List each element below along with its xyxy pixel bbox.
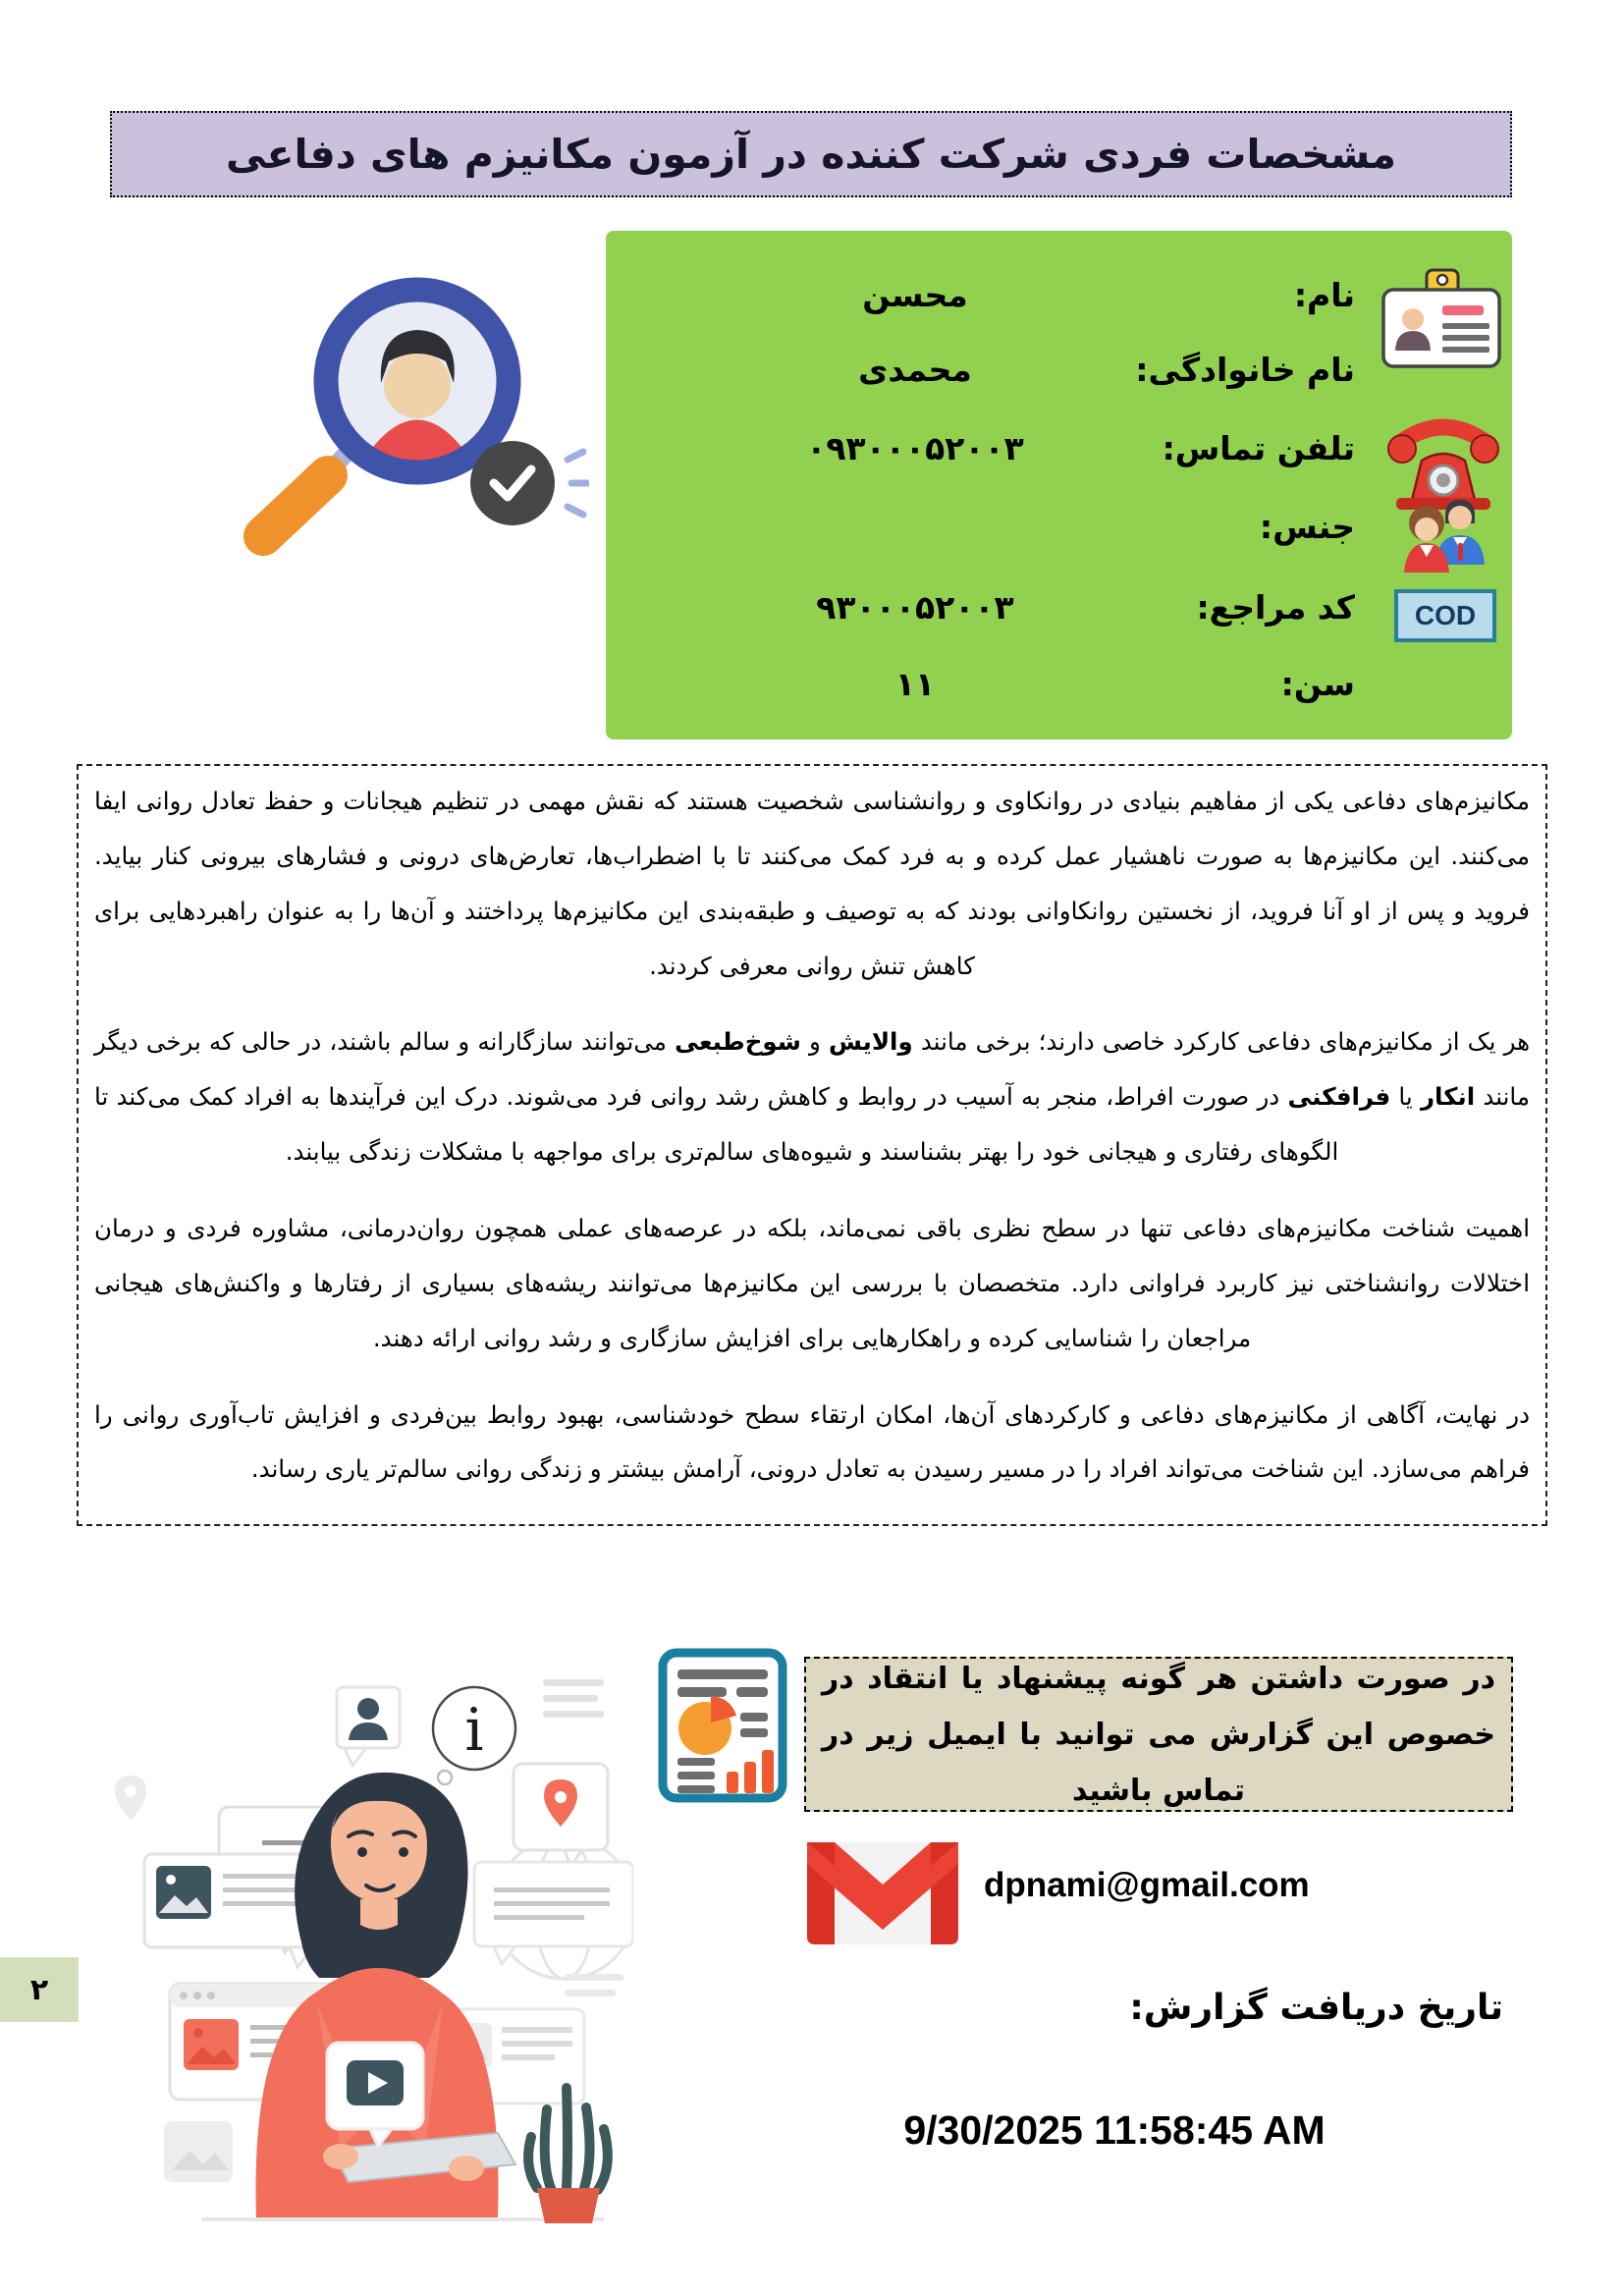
id-card-icon (1380, 268, 1502, 370)
page-number: ۲ (29, 1972, 49, 2007)
contact-note-text: در صورت داشتن هر گونه پیشنهاد یا انتقاد در خصوص این گزارش می توانید با ایمیل زیر در تماس باشید (822, 1661, 1495, 1808)
contact-note-box (804, 1657, 1513, 1812)
user-bubble (337, 1687, 400, 1766)
report-datetime: 9/30/2025 11:58:45 AM (903, 2107, 1326, 2153)
cod-badge-label: COD (1414, 600, 1477, 630)
person-illustration (54, 1618, 633, 2252)
svg-text:i: i (464, 1696, 484, 1765)
report-chart-icon (658, 1648, 787, 1803)
report-date-label: تاریخ دریافت گزارش: (1129, 1988, 1503, 2028)
info-icon (433, 1687, 515, 1784)
contact-email: dpnami@gmail.com (984, 1866, 1310, 1904)
refcode-value: ۹۳۰۰۰۵۲۰۰۳ (816, 588, 1014, 627)
magnifier-person-illustration (206, 236, 589, 565)
location-pin-gray (115, 1776, 146, 1821)
image-placeholder-gray (164, 2121, 233, 2182)
name-label: نام: (1293, 276, 1355, 314)
phone-label: تلفن تماس: (1162, 429, 1355, 467)
magnifier-handle (263, 475, 328, 536)
plant-pot (537, 2188, 600, 2223)
surname-value: محمدی (858, 351, 972, 389)
article-paragraph-4: در نهایت، آگاهی از مکانیزم‌های دفاعی و کارکردهای آن‌ها، امکان ارتقاء سطح خودشناسی، بهبود روابط بین‌فردی و افزایش تاب‌آوری روانی را فراهم می‌سازد. این شناخت می‌تواند افراد را در مسیر رسیدن به تعادل درونی، آرامش بیشتر و زندگی روانی سالم‌تر یاری رساند. (94, 1399, 1530, 1484)
location-pin-bubble (514, 1764, 608, 1866)
check-badge (470, 441, 555, 525)
gmail-icon (801, 1838, 964, 1948)
profile-info-box (606, 231, 1512, 739)
refcode-label: کد مراجع: (1196, 588, 1355, 627)
gender-label: جنس: (1259, 508, 1355, 546)
plant (528, 2088, 608, 2223)
age-value: ۱۱ (894, 665, 936, 703)
gender-icon (1398, 494, 1490, 580)
message-bubble-right (474, 1862, 633, 1964)
article-box (77, 764, 1547, 1526)
header-banner (110, 111, 1512, 197)
phone-value: ۰۹۳۰۰۰۵۲۰۰۳ (806, 429, 1024, 467)
page-title: مشخصات فردی شرکت کننده در آزمون مکانیزم های دفاعی (226, 131, 1396, 178)
name-value: محسن (862, 276, 968, 314)
article-paragraph-2: هر یک از مکانیزم‌های دفاعی کارکرد خاصی دارند؛ برخی مانند والایش و شوخ‌طبعی می‌توانند سازگارانه و سالم باشند، در حالی که برخی دیگر مانند انکار یا فرافکنی در صورت افراط، منجر به آسیب در روابط و کاهش رشد روانی فرد می‌شوند. درک این فرآیندها به افراد کمک می‌کند تا الگوهای رفتاری و هیجانی خود را بهتر بشناسند و شیوه‌های سالم‌تری برای مواجهه با مشکلات زندگی بیابند. (94, 1027, 1531, 1167)
cod-badge (1394, 589, 1496, 642)
page-number-badge (0, 1957, 79, 2022)
article-paragraph-1: مکانیزم‌های دفاعی یکی از مفاهیم بنیادی در روانکاوی و روانشناسی شخصیت هستند که نقش مهمی در تنظیم هیجانات و حفظ تعادل روانی ایفا می‌کنند. این مکانیزم‌ها به صورت ناهشیار عمل کرده و به فرد کمک می‌کنند تا با اضطراب‌ها، تعارض‌های درونی و فشارهای بیرونی کنار بیاید. فروید و پس از او آنا فروید، از نخستین روانکاوانی بودند که به توصیف و طبقه‌بندی این مکانیزم‌ها پرداختند و آن‌ها را به عنوان راهبردهایی برای کاهش تنش روانی معرفی کردند. (94, 787, 1530, 980)
age-label: سن: (1280, 665, 1355, 703)
article-paragraph-3: اهمیت شناخت مکانیزم‌های دفاعی تنها در سطح نظری باقی نمی‌ماند، بلکه در عرصه‌های عملی همچون روان‌درمانی، مشاوره فردی و درمان اختلالات روانشناختی نیز کاربرد فراوانی دارد. متخصصان با بررسی این مکانیزم‌ها می‌توانند ریشه‌های بسیاری از رفتارها و واکنش‌های هیجانی مراجعان را شناسایی کرده و راهکارهایی برای افزایش سازگاری و رشد روانی ارائه دهند. (94, 1214, 1530, 1352)
surname-label: نام خانوادگی: (1135, 351, 1355, 389)
